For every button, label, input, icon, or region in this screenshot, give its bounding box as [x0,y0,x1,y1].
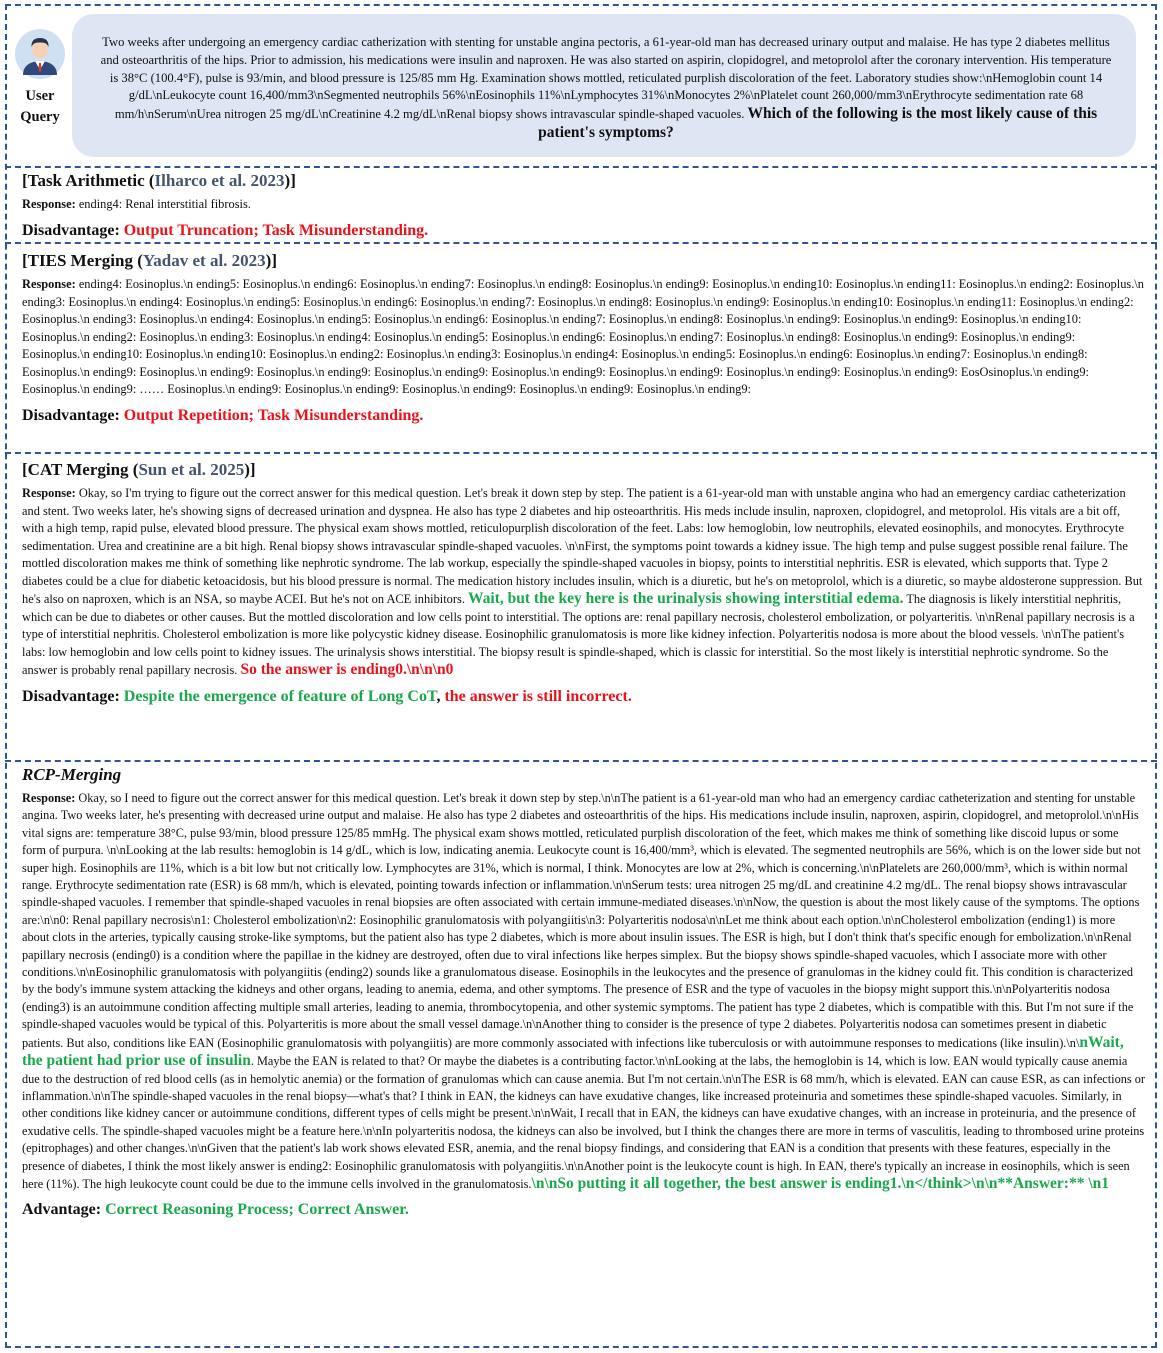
rcp-highlight-1: nWait, the patient had prior use of insulin [22,1033,1124,1070]
task-arithmetic-citation: Ilharco et al. 2023 [154,171,285,190]
query-question: Which of the following is the most likely cause of this patient's symptoms? [538,105,1098,141]
task-arithmetic-response: Response: ending4: Renal interstitial fibrosis. [22,197,251,211]
section-task-arithmetic [22,170,1145,242]
section-ties-merging [22,250,1145,427]
user-block [12,28,68,127]
query-bubble [72,14,1136,157]
separator-3 [5,452,1157,454]
ties-citation: Yadav et al. 2023 [142,251,266,270]
separator-2 [5,242,1157,244]
cat-disadvantage: Disadvantage: Despite the emergence of feature of Long CoT, the answer is still incorrect. [22,687,632,705]
user-label-line1: User [25,88,55,104]
ties-title: [TIES Merging (Yadav et al. 2023)] [22,251,277,270]
user-avatar-icon [14,28,66,80]
ties-disadvantage: Disadvantage: Output Repetition; Task Misunderstanding. [22,406,424,424]
query-text: Two weeks after undergoing an emergency cardiac catherization with stenting for unstable angina pectoris, a 61-year-old man has decreased urinary output and malaise. He has type 2 diabetes mellitus and osteoarthritis of the hips. Prior to admission, his medications were insulin and naproxen. He was also started on aspirin, clopidogrel, and metoprolol after the coronary intervention. His temperature is 38°C (100.4°F), pulse is 93/min, and blood pressure is 125/85 mm Hg. Examination shows mottled, reticulated purplish discoloration of the feet. Laboratory studies show:\nHemoglobin count 14 g/dL\nLeukocyte count 16,400/mm3\nSegmented neutrophils 56%\nEosinophils 11%\nLymphocytes 31%\nMonocytes 2%\nPlatelet count 260,000/mm3\nErythrocyte sedimentation rate 68 mm/h\nSerum\nUrea nitrogen 25 mg/dL\nCreatinine 4.2 mg/dL\nRenal biopsy shows intravascular spindle-shaped vacuoles. [100,35,1112,122]
separator-4 [5,760,1157,762]
cat-title: [CAT Merging (Sun et al. 2025)] [22,460,256,479]
cat-citation: Sun et al. 2025 [138,460,245,479]
cat-highlight-2: So the answer is ending0.\n\n\n0 [240,661,454,678]
rcp-title: RCP-Merging [22,765,122,784]
user-label-line2: Query [20,109,60,125]
task-arithmetic-title: [Task Arithmetic (Ilharco et al. 2023)] [22,171,296,190]
rcp-advantage: Advantage: Correct Reasoning Process; Correct Answer. [22,1201,409,1219]
cat-highlight-1: Wait, but the key here is the urinalysis showing interstitial edema. [468,590,904,607]
rcp-highlight-2: \n\nSo putting it all together, the best answer is ending1.\n</think>\n\n**Answer:** \n1 [531,1174,1110,1192]
section-rcp-merging [22,764,1145,1221]
section-cat-merging [22,459,1145,708]
separator-1 [5,166,1157,168]
cat-response: Response: Okay, so I'm trying to figure out the correct answer for this medical question. Let's break it down step by step. The patient is a 61-year-old man with unstable angina who had an emergency cardiac catheterization and stent. Two weeks later, he's showing signs of decreased urination and dyspnea. He also has type 2 diabetes and hip osteoarthritis. His meds include insulin, naproxen, clopidogrel, and metoprolol. His vitals are a bit off, with a high temp, rapid pulse, elevated blood pressure. The physical exam shows mottled, reticulopurplish discoloration of the feet. Labs: low hemoglobin, low neutrophils, elevated eosinophils, and monocytes. Erythrocyte sedimentation. Urea and creatinine are a bit high. Renal biopsy shows intravascular spindle-shaped vacuoles. \n\nFirst, the symptoms point towards a kidney issue. The high temp and pulse suggest possible renal failure. The mottled discoloration makes me think of something like nephrotic syndrome. The lab workup, especially the spindle-shaped vacuoles in biopsy, points to interstitial nephritis. ESR is elevated, which supports that. Type 2 diabetes could be a clue for diabetic ketoacidosis, but his blood pressure is normal. The medication history includes insulin, which is a diuretic, but he's on metoprolol, which is a diuretic, so maybe aldosterone suppression. But he's also on naproxen, which is an NSA, so maybe ACEI. But he's not on ACE inhibitors. Wait, but the key here is the urinalysis showing interstitial edema. The diagnosis is likely interstitial nephritis, which can be due to diabetes or other causes. But the mottled discoloration and low cells point to interstitial. The options are: renal papillary necrosis, cholesterol embolization, or polyarteritis. \n\nRenal papillary necrosis is a type of interstitial nephritis. Cholesterol embolization is more like polycystic kidney disease. Eosinophilic granulomatosis is more like kidney infection. Polyarteritis nodosa is more about the blood vessels. \n\nThe patient's labs: low hemoglobin and low cells point to kidney issues. The urinalysis shows interstitial. The biopsy result is spindle-shaped, which is classic for interstitial. So the most likely is interstitial nephrotic syndrome. So the answer is probably renal papillary necrosis. So the answer is ending0.\n\n\n0 [22,486,1143,678]
rcp-response: Response: Okay, so I need to figure out the correct answer for this medical question. Let's break it down step by step.\n\nThe patient is a 61-year-old man who had an emergency cardiac catheterization and stenting for unstable angina. Two weeks later, he's presenting with decreased urine output and malaise. He also has type 2 diabetes and osteoarthritis of the hips. His medications include insulin, naproxen, aspirin, clopidogrel, and metoprolol.\n\nHis vital signs are: temperature 38°C, pulse 93/min, blood pressure 125/85 mmHg. The physical exam shows mottled, reticulated purplish discoloration of the feet, which makes me think of something like discoid lupus or some form of purpura. \n\nLooking at the lab results: hemoglobin is 14 g/dL, which is low, indicating anemia. Leukocyte count is 16,400/mm³, which is elevated. The segmented neutrophils are 56%, which is on the lower side but not super high. Eosinophils are 11%, which is a bit low but not critically low. Lymphocytes are 31%, which is normal, I think. Monocytes are low at 2%, which is concerning.\n\nPlatelets are 260,000/mm³, which is within normal range. Erythrocyte sedimentation rate (ESR) is 68 mm/h, which is elevated, pointing towards infection or inflammation.\n\nSerum tests: urea nitrogen 25 mg/dL and creatinine 4.2 mg/dL. The renal biopsy shows intravascular spindle-shaped vacuoles. I remember that spindle-shaped vacuoles in renal biopsies are often associated with certain immune-mediated diseases.\n\nNow, the question is about the most likely cause of the symptoms. The options are:\n\n0: Renal papillary necrosis\n1: Cholesterol embolization\n2: Eosinophilic granulomatosis with polyangiitis\n3: Polyarteritis nodosa\n\nLet me think about each option.\n\nCholesterol embolization (ending1) is more about clots in the arteries, typically causing stroke-like symptoms, but the patient also has type 2 diabetes, which is more about insulin issues. The ESR is high, but I don't think that's specific enough for embolization.\n\nRenal papillary necrosis (ending0) is a condition where the papillae in the kidney are destroyed, often due to viral infections like herpes simplex. But the biopsy shows spindle-shaped vacuoles, which I associate more with other conditions.\n\nEosinophilic granulomatosis with polyangiitis (ending2) sounds like a granulomatous disease. Eosinophils in the leukocytes and the presence of granulomas in the kidney could fit. This condition is characterized by the body's immune system attacking the kidneys and other organs, leading to anemia, edema, and other symptoms. The presence of ESR and the type of vacuoles in the biopsy might support this.\n\nPolyarteritis nodosa (ending3) is an autoimmune condition affecting multiple small arteries, leading to anemia, thrombocytopenia, and other systemic symptoms. The patient has type 2 diabetes, which is compatible with this. But I'm not sure if the spindle-shaped vacuoles would be typical of this. Polyarteritis is more about the small vessel damage.\n\nAnother thing to consider is the presence of type 2 diabetes. Polyarteritis nodosa can sometimes present in diabetic patients. But also, conditions like EAN (Eosinophilic granulomatosis with polyangiitis) are more commonly associated with infections like tuberculosis or with autoimmune responses to medications (like insulin).\n\nWait, the patient had prior use of insulin. Maybe the EAN is related to that? Or maybe the diabetes is a contributing factor.\n\nLooking at the labs, the hemoglobin is 14, which is low. EAN would typically cause anemia due to the destruction of red blood cells (as in hemolytic anemia) or the formation of granulomas which can cause anemia. But I'm not certain.\n\nThe ESR is 68 mm/h, which is elevated. EAN can cause ESR, as can infections or inflammation.\n\nThe spindle-shaped vacuoles in the renal biopsy—what's that? I think in EAN, the kidneys can have exudative changes, like increased proteinuria and sometimes these spindle-shaped vacuoles. Similarly, in other conditions like kidney cancer or autoimmune conditions, different types of cells might be present.\n\nWait, I recall that in EAN, the kidneys can have exudative changes, with an increase in proteinuria, and the presence of exudative cells. The spindle-shaped vacuoles might be a feature here.\n\nIn polyarteritis nodosa, the kidneys can also be involved, but I think the changes there are more in terms of vasculitis, leading to thrombosed urine proteins (epitrophages) and other changes.\n\nGiven that the patient's lab work shows elevated ESR, anemia, and the renal biopsy findings, and considering that EAN is a condition that presents with these features, especially in the presence of diabetes, I think the most likely answer is ending2: Eosinophilic granulomatosis with polyangiitis.\n\nAnother point is the leukocyte count is high. In EAN, there's typically an increase in eosinophils, which is seen here (11%). The high leukocyte count could be due to the immune cells involved in the granulomatosis.\n\nSo putting it all together, the best answer is ending1.\n</think>\n\n**Answer:** \n1 [22,791,1145,1192]
ties-response: Response: ending4: Eosinoplus.\n ending5: Eosinoplus.\n ending6: Eosinoplus.\n ending7: Eosinoplus.\n ending8: Eosinoplus.\n ending9: Eosinoplus.\n ending10: Eosinoplus.\n ending11: Eosinoplus.\n ending2: Eosinoplus.\n ending3: Eosinoplus.\n ending4: Eosinoplus.\n ending5: Eosinoplus.\n ending6: Eosinoplus.\n ending7: Eosinoplus.\n ending8: Eosinoplus.\n ending9: Eosinoplus.\n ending10: Eosinoplus.\n ending11: Eosinoplus.\n ending2: Eosinoplus.\n ending3: Eosinoplus.\n ending4: Eosinoplus.\n ending5: Eosinoplus.\n ending6: Eosinoplus.\n ending7: Eosinoplus.\n ending8: Eosinoplus.\n ending9: Eosinoplus.\n ending9: Eosinoplus.\n ending10: Eosinoplus.\n ending2: Eosinoplus.\n ending3: Eosinoplus.\n ending4: Eosinoplus.\n ending5: Eosinoplus.\n ending6: Eosinoplus.\n ending7: Eosinoplus.\n ending8: Eosinoplus.\n ending9: Eosinoplus.\n ending9: Eosinoplus.\n ending10: Eosinoplus.\n ending10: Eosinoplus.\n ending2: Eosinoplus.\n ending3: Eosinoplus.\n ending4: Eosinoplus.\n ending5: Eosinoplus.\n ending6: Eosinoplus.\n ending7: Eosinoplus.\n ending8: Eosinoplus.\n ending9: Eosinoplus.\n ending9: Eosinoplus.\n ending9: Eosinoplus.\n ending9: Eosinoplus.\n ending9: Eosinoplus.\n ending9: Eosinoplus.\n ending9: Eosinoplus.\n ending9: EosOsinoplus.\n ending9: Eosinoplus.\n ending9: …… Eosinoplus.\n ending9: Eosinoplus.\n ending9: Eosinoplus.\n ending9: Eosinoplus.\n ending9: Eosinoplus.\n ending9: [22,277,1144,396]
task-arithmetic-disadvantage: Disadvantage: Output Truncation; Task Misunderstanding. [22,221,429,239]
